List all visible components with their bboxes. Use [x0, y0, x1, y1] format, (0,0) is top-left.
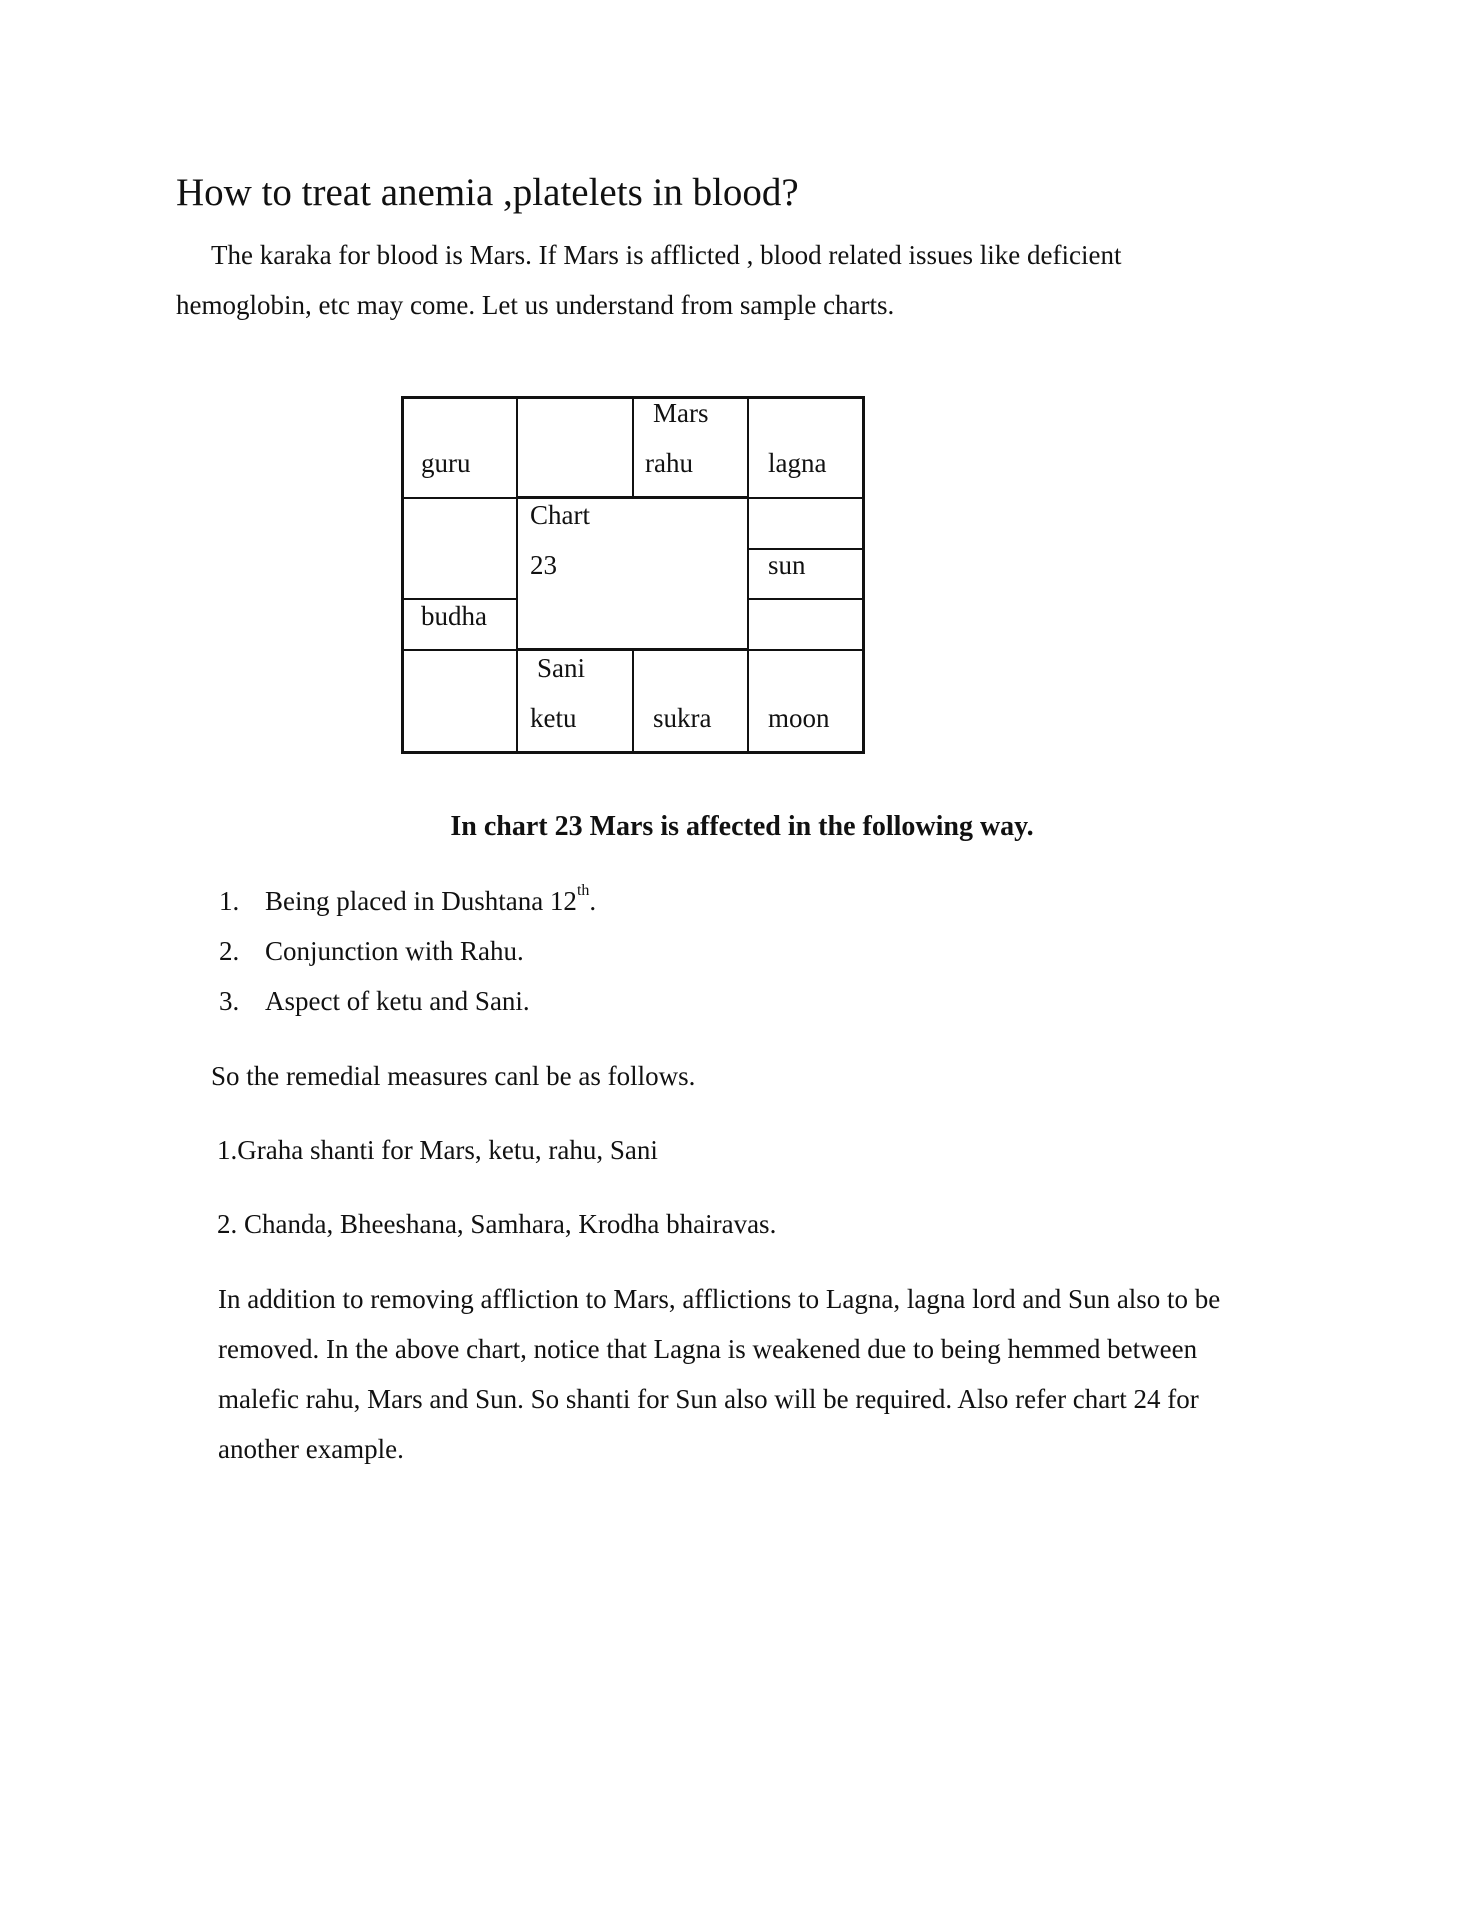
cell-budha: budha: [421, 601, 487, 631]
list-number: 1.: [219, 886, 240, 916]
list-item: [219, 882, 597, 917]
chart-line: [516, 498, 518, 754]
cell-guru: guru: [421, 448, 471, 478]
list-text: Conjunction with Rahu.: [265, 936, 524, 966]
list-text: Being placed in Dushtana 12: [265, 886, 577, 916]
intro-line-1: The karaka for blood is Mars. If Mars is afflicted , blood related issues like deficient: [211, 240, 1122, 270]
superscript: th: [576, 882, 590, 899]
rasi-chart: [401, 396, 865, 754]
list-number: 3.: [219, 986, 240, 1016]
chart-center-border: [516, 648, 749, 651]
cell-rahu: rahu: [645, 448, 693, 478]
list-item: [219, 986, 530, 1017]
cell-sun: sun: [768, 550, 806, 580]
chart-caption: In chart 23 Mars is affected in the following way.: [450, 811, 1034, 842]
closing-line-1: In addition to removing affliction to Mars, afflictions to Lagna, lagna lord and Sun also to be: [218, 1284, 1221, 1314]
chart-border-right: [862, 396, 865, 754]
chart-line: [516, 396, 518, 498]
chart-line: [632, 396, 634, 498]
list-tail: .: [589, 886, 597, 916]
cell-ketu: ketu: [530, 703, 577, 733]
list-number: 2.: [219, 936, 240, 966]
closing-line-3: malefic rahu, Mars and Sun. So shanti for Sun also will be required. Also refer chart 24 for: [218, 1384, 1199, 1414]
list-item: [219, 936, 524, 967]
chart-label: Chart: [530, 500, 590, 530]
remedy-1: 1.Graha shanti for Mars, ketu, rahu, Sani: [217, 1135, 658, 1165]
chart-center-border: [516, 496, 749, 499]
remedy-2: 2. Chanda, Bheeshana, Samhara, Krodha bhairavas.: [217, 1209, 777, 1239]
cell-mars: Mars: [653, 398, 709, 428]
cell-lagna: lagna: [768, 448, 827, 478]
chart-line: [747, 548, 865, 550]
closing-line-4: another example.: [218, 1434, 404, 1464]
intro-line-2: hemoglobin, etc may come. Let us understand from sample charts.: [176, 290, 895, 320]
chart-border-left: [401, 396, 404, 754]
chart-line: [747, 396, 749, 754]
list-text: Aspect of ketu and Sani.: [265, 986, 530, 1016]
closing-line-2: removed. In the above chart, notice that Lagna is weakened due to being hemmed between: [218, 1334, 1198, 1364]
chart-line: [401, 598, 517, 600]
cell-sukra: sukra: [653, 703, 712, 733]
page-title: How to treat anemia ,platelets in blood?: [176, 171, 799, 214]
cell-moon: moon: [768, 703, 830, 733]
chart-line: [747, 598, 865, 600]
cell-sani: Sani: [537, 653, 586, 683]
chart-number: 23: [530, 550, 557, 580]
remedies-intro: So the remedial measures canl be as follows.: [211, 1061, 696, 1091]
chart-line: [632, 650, 634, 754]
